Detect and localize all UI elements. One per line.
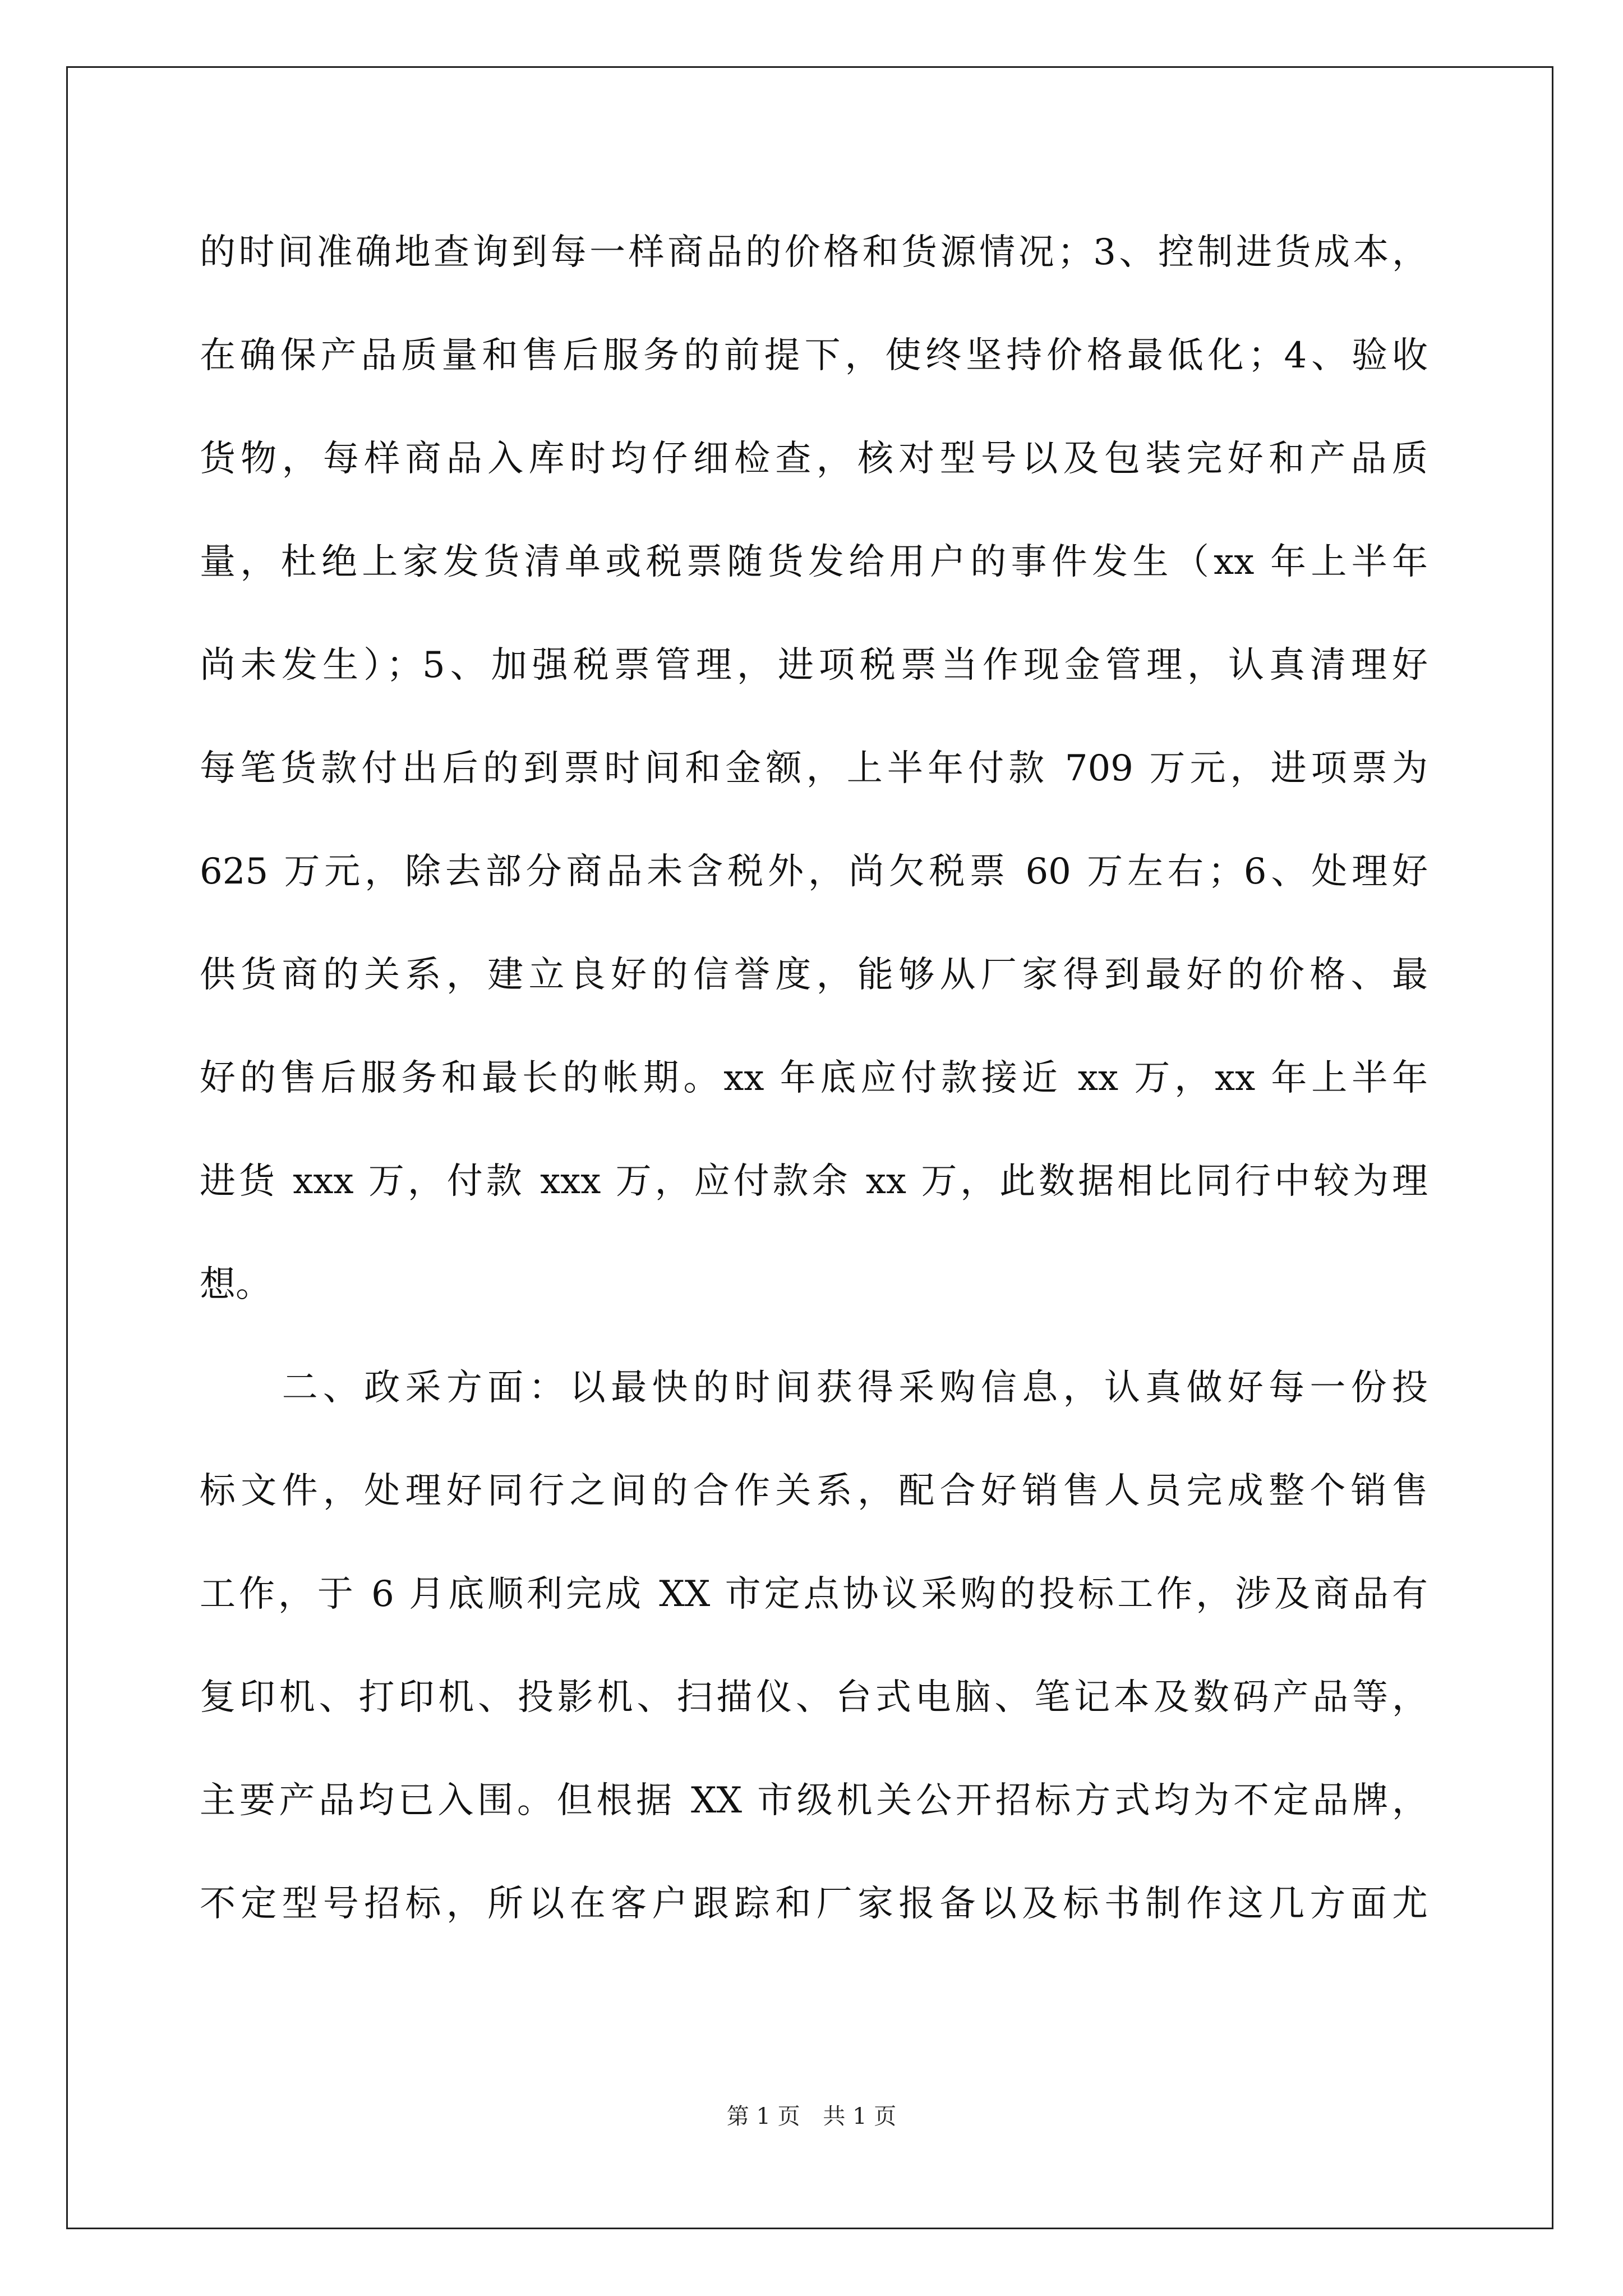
text-line: 标文件，处理好同行之间的合作关系，配合好销售人员完成整个销售 <box>200 1470 1428 1512</box>
text-line: 二、政采方面：以最快的时间获得采购信息，认真做好每一份投 <box>200 1367 1428 1409</box>
text-line: 的时间准确地查询到每一样商品的价格和货源情况；3、控制进货成本， <box>200 232 1428 273</box>
text-line: 好的售后服务和最长的帐期。xx 年底应付款接近 xx 万，xx 年上半年 <box>200 1057 1428 1099</box>
text-line: 复印机、打印机、投影机、扫描仪、台式电脑、笔记本及数码产品等， <box>200 1677 1428 1718</box>
page-number: 第 1 页 <box>726 2104 800 2129</box>
text-line: 主要产品均已入围。但根据 XX 市级机关公开招标方式均为不定品牌， <box>200 1780 1428 1821</box>
text-line: 每笔货款付出后的到票时间和金额，上半年付款 709 万元，进项票为 <box>200 748 1428 789</box>
text-line: 工作，于 6 月底顺利完成 XX 市定点协议采购的投标工作，涉及商品有 <box>200 1573 1428 1615</box>
text-line: 尚未发生）；5、加强税票管理，进项税票当作现金管理，认真清理好 <box>200 645 1428 686</box>
text-line: 量，杜绝上家发货清单或税票随货发给用户的事件发生（xx 年上半年 <box>200 541 1428 583</box>
text-line: 供货商的关系，建立良好的信誉度，能够从厂家得到最好的价格、最 <box>200 954 1428 996</box>
text-line: 不定型号招标，所以在客户跟踪和厂家报备以及标书制作这几方面尤 <box>200 1883 1428 1925</box>
page-total: 共 1 页 <box>823 2104 897 2129</box>
text-line: 进货 xxx 万，付款 xxx 万，应付款余 xx 万，此数据相比同行中较为理 <box>200 1161 1428 1202</box>
text-line: 625 万元，除去部分商品未含税外，尚欠税票 60 万左右；6、处理好 <box>200 851 1428 892</box>
text-line: 在确保产品质量和售后服务的前提下，使终坚持价格最低化；4、验收 <box>200 335 1428 376</box>
page-footer <box>0 2102 1623 2131</box>
text-line: 货物，每样商品入库时均仔细检查，核对型号以及包装完好和产品质 <box>200 438 1428 480</box>
text-line: 想。 <box>200 1264 271 1305</box>
